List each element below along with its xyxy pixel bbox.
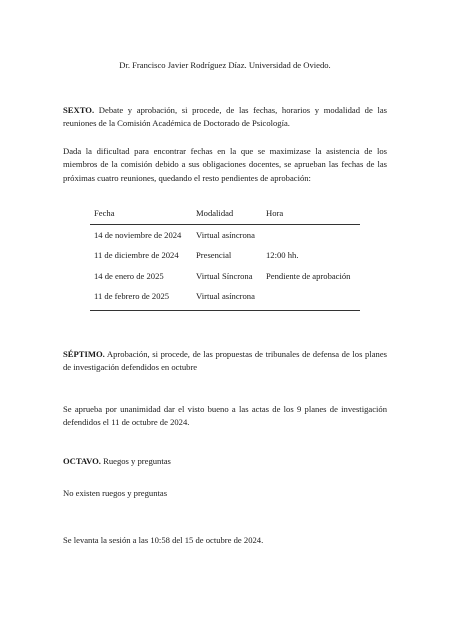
septimo-title: Aprobación, si procede, de las propuestas de tribunales de defensa de los planes de investigación defendidos en octubre <box>63 349 387 373</box>
table-row <box>90 286 360 307</box>
meetings-table <box>90 203 360 311</box>
cell-modalidad: Presencial <box>196 250 232 260</box>
header-modalidad: Modalidad <box>196 208 234 218</box>
septimo-paragraph: Se aprueba por unanimidad dar el visto bueno a las actas de los 9 planes de investigación defendidos el 11 de octubre de 2024. <box>63 404 387 428</box>
cell-fecha: 11 de diciembre de 2024 <box>94 250 179 260</box>
cell-hora: Pendiente de aprobación <box>266 270 351 281</box>
octavo-item <box>63 455 387 468</box>
octavo-heading: OCTAVO. <box>63 456 101 466</box>
septimo-heading: SÉPTIMO. <box>63 349 105 359</box>
octavo-title: Ruegos y preguntas <box>100 456 171 466</box>
table-row <box>90 245 360 266</box>
sexto-item <box>63 104 387 131</box>
cell-fecha: 11 de febrero de 2025 <box>94 291 170 301</box>
closing-line: Se levanta la sesión a las 10:58 del 15 de octubre de 2024. <box>63 535 264 545</box>
header-fecha: Fecha <box>94 208 115 218</box>
table-row <box>90 225 360 246</box>
table-header-row <box>90 203 360 224</box>
cell-modalidad: Virtual asíncrona <box>196 229 255 240</box>
sexto-heading: SEXTO. <box>63 105 95 115</box>
sexto-title: Debate y aprobación, si procede, de las fechas, horarios y modalidad de las reuniones de la Comisión Académica de Doctorado de Psicología. <box>63 105 387 129</box>
header-hora: Hora <box>266 208 284 218</box>
cell-modalidad: Virtual Síncrona <box>196 270 253 281</box>
sexto-paragraph: Dada la dificultad para encontrar fechas en la que se maximizase la asistencia de los miembros de la comisión debido a sus obligaciones docentes, se aprueban las fechas de las próximas cuatro reuniones, quedando el resto pendientes de aprobación: <box>63 146 387 183</box>
cell-modalidad: Virtual asíncrona <box>196 291 255 301</box>
octavo-paragraph: No existen ruegos y preguntas <box>63 488 168 498</box>
table-bottom-rule <box>90 310 360 311</box>
cell-fecha: 14 de enero de 2025 <box>94 270 164 281</box>
table-row <box>90 266 360 287</box>
cell-fecha: 14 de noviembre de 2024 <box>94 229 182 240</box>
author-line: Dr. Francisco Javier Rodríguez Díaz. Universidad de Oviedo. <box>119 60 331 70</box>
septimo-item <box>63 348 387 375</box>
cell-hora: 12:00 hh. <box>266 250 299 260</box>
